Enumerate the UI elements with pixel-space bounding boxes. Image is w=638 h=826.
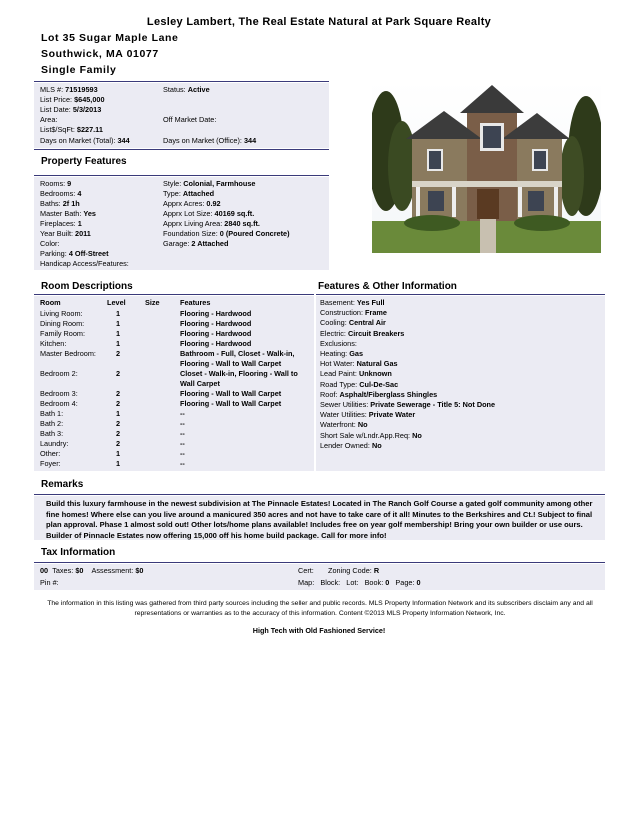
property-features-box (34, 177, 329, 270)
property-features-rule-2 (34, 175, 329, 176)
property-feature-label: Garage: (163, 239, 190, 248)
room-level: 2 (116, 439, 121, 448)
property-feature-label: Bedrooms: (40, 189, 76, 198)
room-features: Flooring - Hardwood (180, 309, 252, 318)
property-feature (163, 219, 260, 229)
area-field: Area: (40, 115, 58, 124)
property-feature-label: Style: (163, 179, 182, 188)
property-feature (40, 179, 71, 189)
property-feature (163, 179, 255, 189)
feature-item-value: No (357, 420, 368, 430)
room-name: Family Room: (40, 329, 86, 338)
room-level: 2 (116, 419, 121, 428)
room-level: 1 (116, 309, 121, 318)
room-features: Flooring - Hardwood (180, 339, 252, 348)
status-field: Status: Active (163, 85, 210, 94)
room-features: -- (180, 459, 185, 468)
room-features: -- (180, 419, 185, 428)
feature-item (320, 420, 368, 430)
feature-item-label: Basement: (320, 298, 355, 307)
property-feature (163, 199, 221, 209)
room-name: Bath 2: (40, 419, 64, 428)
feature-item (320, 400, 495, 410)
feature-item-value: No (412, 430, 422, 440)
room-features: -- (180, 449, 185, 458)
property-feature-label: Color: (40, 239, 60, 248)
property-features-title: Property Features (41, 156, 127, 167)
room-name: Bath 1: (40, 409, 64, 418)
room-name: Other: (40, 449, 61, 458)
room-name: Living Room: (40, 309, 83, 318)
feature-item-label: Cooling: (320, 318, 347, 328)
features-other-box (316, 296, 605, 471)
feature-item-value: Frame (365, 308, 387, 318)
feature-item (320, 298, 385, 308)
address-city: Southwick, MA 01077 (41, 48, 159, 60)
property-feature-label: Foundation Size: (163, 229, 218, 238)
property-feature (40, 249, 109, 259)
col-header-features: Features (180, 298, 211, 307)
property-feature-label: Type: (163, 189, 181, 198)
room-level: 2 (116, 349, 121, 358)
property-feature (40, 239, 59, 249)
property-feature (40, 229, 91, 239)
room-features: -- (180, 409, 185, 418)
room-name: Bedroom 2: (40, 369, 78, 378)
property-feature (40, 219, 82, 229)
room-descriptions-rule (34, 294, 314, 295)
property-feature (163, 209, 254, 219)
room-name: Kitchen: (40, 339, 67, 348)
room-features: -- (180, 439, 185, 448)
room-name: Bath 3: (40, 429, 64, 438)
agent-header: Lesley Lambert, The Real Estate Natural at Park Square Realty (146, 16, 492, 28)
pin-field: Pin #: (40, 578, 59, 587)
property-feature-label: Handicap Access/Features: (40, 259, 129, 268)
feature-item-label: Hot Water: (320, 359, 355, 369)
room-level: 1 (116, 319, 121, 328)
feature-item (320, 308, 387, 318)
feature-item-value: Gas (349, 349, 364, 358)
property-feature (163, 239, 228, 249)
feature-item (320, 390, 437, 400)
cert-field: Cert: Zoning Code: R (298, 566, 380, 575)
property-feature-value: Colonial, Farmhouse (183, 179, 256, 188)
room-name: Dining Room: (40, 319, 85, 328)
feature-item (320, 359, 398, 369)
features-other-title: Features & Other Information (318, 281, 457, 292)
room-level: 1 (116, 459, 121, 468)
remarks-rule (34, 494, 605, 495)
feature-item (320, 380, 398, 390)
feature-item-value: Cul-De-Sac (359, 379, 399, 389)
col-header-size: Size (145, 298, 160, 307)
property-feature (40, 209, 96, 219)
property-features-rule (34, 149, 329, 150)
property-feature-value: 2840 sq.ft. (224, 219, 260, 228)
property-feature-value: 4 Off-Street (68, 249, 109, 258)
room-descriptions-table (34, 296, 314, 471)
room-features: Bathroom - Full, Closet - Walk-in, Flooring - Wall to Wall Carpet (180, 349, 295, 368)
room-name: Bedroom 3: (40, 389, 78, 398)
tagline: High Tech with Old Fashioned Service! (252, 626, 386, 635)
tax-rule (34, 562, 605, 563)
features-other-rule (316, 294, 605, 295)
room-features: Flooring - Wall to Wall Carpet (180, 399, 282, 408)
feature-item-label: Heating: (320, 349, 348, 358)
feature-item-label: Lender Owned: (320, 440, 370, 450)
feature-item (320, 369, 392, 379)
col-header-level: Level (107, 298, 126, 307)
room-features: Closet - Walk-in, Flooring - Wall to Wall Carpet (180, 369, 298, 388)
map-field: Map: Block: Lot: Book: 0 Page: 0 (298, 578, 421, 587)
property-feature-value: 0.92 (206, 199, 221, 208)
room-features: Flooring - Wall to Wall Carpet (180, 389, 282, 398)
room-descriptions-title: Room Descriptions (41, 281, 133, 292)
property-feature-value: 4 (77, 189, 82, 198)
address-block (41, 30, 179, 78)
feature-item-value: Natural Gas (356, 359, 398, 369)
property-feature-label: Master Bath: (40, 209, 82, 218)
disclaimer: The information in this listing was gathered from third party sources including the seller and public records. MLS Property Information Network and its subscribers disclaim any and all representations or warranties as to the accuracy of this information. Content ©2013 MLS Property Information Network, Inc. (47, 600, 593, 617)
feature-item-label: Water Utilities: (320, 410, 367, 420)
address-street: Lot 35 Sugar Maple Lane (41, 32, 179, 44)
property-feature (40, 199, 80, 209)
room-features: Flooring - Hardwood (180, 329, 252, 338)
room-features: -- (180, 429, 185, 438)
feature-item-value: Unknown (358, 369, 392, 379)
property-feature-value: 9 (67, 179, 72, 188)
feature-item-label: Exclusions: (320, 338, 357, 348)
property-feature (163, 229, 290, 239)
feature-item-label: Waterfront: (320, 420, 356, 430)
feature-item (320, 318, 386, 328)
room-features: Flooring - Hardwood (180, 319, 252, 328)
property-feature-label: Year Built: (40, 229, 73, 238)
room-level: 1 (116, 449, 121, 458)
room-level: 1 (116, 329, 121, 338)
property-feature (40, 189, 81, 199)
property-feature-value: 2011 (75, 229, 91, 238)
feature-item-value: Yes Full (356, 298, 385, 307)
feature-item-label: Short Sale w/Lndr.App.Req: (320, 430, 411, 440)
tax-title: Tax Information (41, 547, 116, 558)
house-photo-icon (372, 81, 601, 253)
property-feature-value: 2 Attached (191, 239, 229, 248)
price-per-sqft-field: List$/SqFt: $227.11 (40, 125, 103, 134)
property-feature-value: Yes (83, 209, 96, 218)
feature-item (320, 410, 415, 420)
feature-item-value: Circuit Breakers (347, 328, 405, 338)
house-photo (372, 81, 601, 253)
feature-item-value: Private Water (368, 410, 416, 420)
remarks-title: Remarks (41, 479, 84, 490)
feature-item-label: Electric: (320, 328, 346, 338)
feature-item (320, 339, 357, 349)
property-feature-label: Apprx Lot Size: (163, 209, 213, 218)
list-date-field: List Date: 5/3/2013 (40, 105, 102, 114)
feature-item (320, 329, 404, 339)
feature-item-value: Central Air (348, 318, 386, 328)
room-name: Bedroom 4: (40, 399, 78, 408)
feature-item-value: Asphalt/Fiberglass Shingles (339, 389, 438, 399)
property-feature-label: Parking: (40, 249, 67, 258)
mls-field: MLS #: 71519593 (40, 85, 98, 94)
feature-item (320, 441, 382, 451)
col-header-room: Room (40, 298, 61, 307)
property-feature-label: Apprx Living Area: (163, 219, 223, 228)
room-level: 2 (116, 429, 121, 438)
property-feature-label: Fireplaces: (40, 219, 76, 228)
room-level: 2 (116, 399, 121, 408)
property-feature-label: Apprx Acres: (163, 199, 205, 208)
summary-box (34, 83, 329, 148)
room-name: Foyer: (40, 459, 61, 468)
tax-box (34, 564, 605, 590)
room-level: 1 (116, 409, 121, 418)
property-feature-value: 2f 1h (62, 199, 80, 208)
remarks-box (34, 496, 605, 540)
off-market-field: Off Market Date: (163, 115, 217, 124)
feature-item-value: No (371, 440, 382, 450)
summary-rule (34, 81, 329, 82)
property-feature-label: Rooms: (40, 179, 66, 188)
property-feature-value: Attached (182, 189, 215, 198)
feature-item-label: Roof: (320, 389, 338, 399)
feature-item-label: Sewer Utilities: (320, 400, 369, 409)
feature-item (320, 349, 363, 359)
property-feature-value: 0 (Poured Concrete) (219, 229, 290, 238)
feature-item-value: Private Sewerage - Title 5: Not Done (370, 400, 496, 409)
dom-total-field: Days on Market (Total): 344 (40, 136, 130, 145)
room-level: 2 (116, 389, 121, 398)
feature-item-label: Construction: (320, 308, 363, 318)
property-feature-value: 40169 sq.ft. (214, 209, 255, 218)
room-name: Laundry: (40, 439, 69, 448)
remarks-text: Build this luxury farmhouse in the newest subdivision at The Pinnacle Estates! Located in The Ranch Golf Course a gated golf community among other fine homes! Where else can you live around a manicured 350 acres and not have to take care of it all! Minutes to the Berkshires and Ct.! Subject to final plan approval. Phase 1 almost sold out! Other lots/home plans available! Includes free on year golf membership! Bring your own builder or use ours. Builder of Pinnacle Estates now offering 15,000 off his home build package. Call for more info! (46, 499, 593, 540)
property-feature (163, 189, 214, 199)
feature-item-label: Lead Paint: (320, 369, 357, 379)
list-price-field: List Price: $645,000 (40, 95, 105, 104)
room-name: Master Bedroom: (40, 349, 96, 358)
property-feature-label: Baths: (40, 199, 61, 208)
property-feature (40, 259, 129, 269)
feature-item-label: Road Type: (320, 379, 358, 389)
room-level: 2 (116, 369, 121, 378)
dom-office-field: Days on Market (Office): 344 (163, 136, 257, 145)
property-feature-value: 1 (77, 219, 82, 228)
tax-year-field: 00 Taxes: $0 Assessment: $0 (40, 566, 144, 575)
property-type: Single Family (41, 64, 117, 76)
feature-item (320, 431, 422, 441)
room-level: 1 (116, 339, 121, 348)
